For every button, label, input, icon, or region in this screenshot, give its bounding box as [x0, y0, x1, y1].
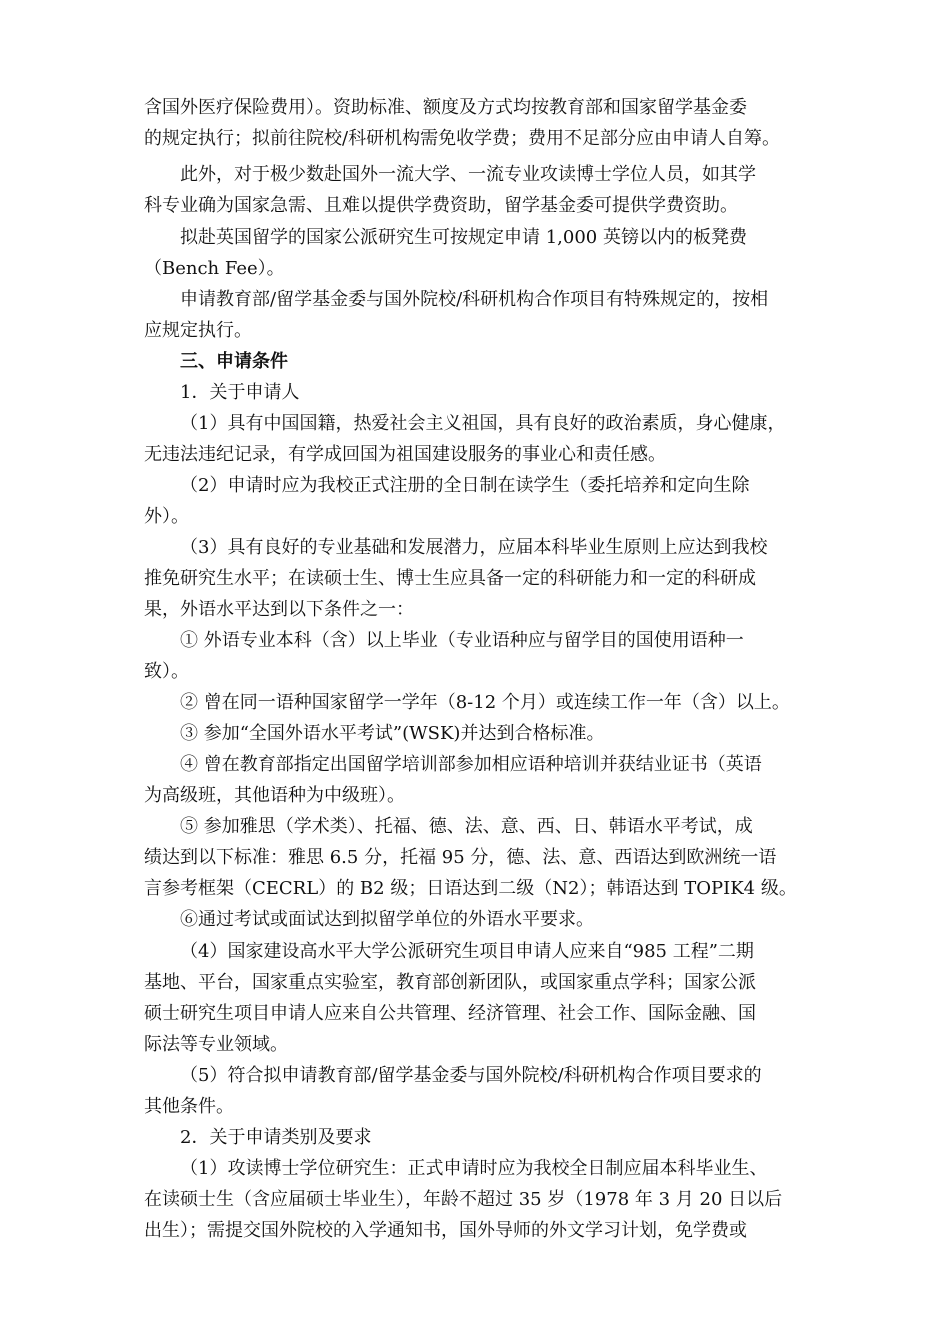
text-line: 申请教育部/留学基金委与国外院校/科研机构合作项目有特殊规定的，按相 — [180, 289, 769, 310]
text-line: 际法等专业领域。 — [144, 1034, 288, 1055]
text-line: ⑤ 参加雅思（学术类）、托福、德、法、意、西、日、韩语水平考试，成 — [180, 816, 753, 837]
text-line: 拟赴英国留学的国家公派研究生可按规定申请 1,000 英镑以内的板凳费 — [180, 227, 747, 248]
text-line: 无违法违纪记录，有学成回国为祖国建设服务的事业心和责任感。 — [144, 444, 666, 465]
text-line: 言参考框架（CECRL）的 B2 级；日语达到二级（N2）；韩语达到 TOPIK4 级。 — [144, 878, 797, 899]
text-line: （1）攻读博士学位研究生：正式申请时应为我校全日制应届本科毕业生、 — [180, 1158, 768, 1179]
text-line: 的规定执行；拟前往院校/科研机构需免收学费；费用不足部分应由申请人自筹。 — [144, 128, 781, 149]
subsection-heading: 2．关于申请类别及要求 — [180, 1127, 372, 1148]
text-line: 科专业确为国家急需、且难以提供学费资助，留学基金委可提供学费资助。 — [144, 195, 738, 216]
section-heading: 三、申请条件 — [180, 351, 288, 372]
text-line: （4）国家建设高水平大学公派研究生项目申请人应来自“985 工程”二期 — [180, 941, 754, 962]
text-line: （2）申请时应为我校正式注册的全日制在读学生（委托培养和定向生除 — [180, 475, 750, 496]
text-line: 其他条件。 — [144, 1096, 234, 1117]
text-line: 致）。 — [144, 661, 189, 682]
text-line: （5）符合拟申请教育部/留学基金委与国外院校/科研机构合作项目要求的 — [180, 1065, 762, 1086]
subsection-heading: 1．关于申请人 — [180, 382, 300, 403]
text-line: 外）。 — [144, 506, 189, 527]
text-line: 出生）；需提交国外院校的入学通知书，国外导师的外文学习计划，免学费或 — [144, 1220, 747, 1241]
text-line: 硕士研究生项目申请人应来自公共管理、经济管理、社会工作、国际金融、国 — [144, 1003, 756, 1024]
text-line: ⑥通过考试或面试达到拟留学单位的外语水平要求。 — [180, 909, 594, 930]
text-line: （Bench Fee）。 — [144, 258, 285, 279]
text-line: 应规定执行。 — [144, 320, 252, 341]
text-line: ③ 参加“全国外语水平考试”(WSK)并达到合格标准。 — [180, 723, 605, 744]
text-line: 绩达到以下标准：雅思 6.5 分，托福 95 分，德、法、意、西语达到欧洲统一语 — [144, 847, 777, 868]
text-line: ② 曾在同一语种国家留学一学年（8-12 个月）或连续工作一年（含）以上。 — [180, 692, 790, 713]
text-line: 果，外语水平达到以下条件之一： — [144, 599, 414, 620]
text-line: ④ 曾在教育部指定出国留学培训部参加相应语种培训并获结业证书（英语 — [180, 754, 762, 775]
text-line: ① 外语专业本科（含）以上毕业（专业语种应与留学目的国使用语种一 — [180, 630, 744, 651]
text-line: （1）具有中国国籍，热爱社会主义祖国，具有良好的政治素质，身心健康， — [180, 413, 786, 434]
text-line: 推免研究生水平；在读硕士生、博士生应具备一定的科研能力和一定的科研成 — [144, 568, 756, 589]
text-line: 基地、平台，国家重点实验室，教育部创新团队，或国家重点学科；国家公派 — [144, 972, 756, 993]
text-line: 在读硕士生（含应届硕士毕业生），年龄不超过 35 岁（1978 年 3 月 20 日以后 — [144, 1189, 783, 1210]
text-line: 为高级班，其他语种为中级班）。 — [144, 785, 405, 806]
text-line: （3）具有良好的专业基础和发展潜力，应届本科毕业生原则上应达到我校 — [180, 537, 768, 558]
text-line: 含国外医疗保险费用）。资助标准、额度及方式均按教育部和国家留学基金委 — [144, 97, 747, 118]
text-line: 此外，对于极少数赴国外一流大学、一流专业攻读博士学位人员，如其学 — [180, 164, 756, 185]
